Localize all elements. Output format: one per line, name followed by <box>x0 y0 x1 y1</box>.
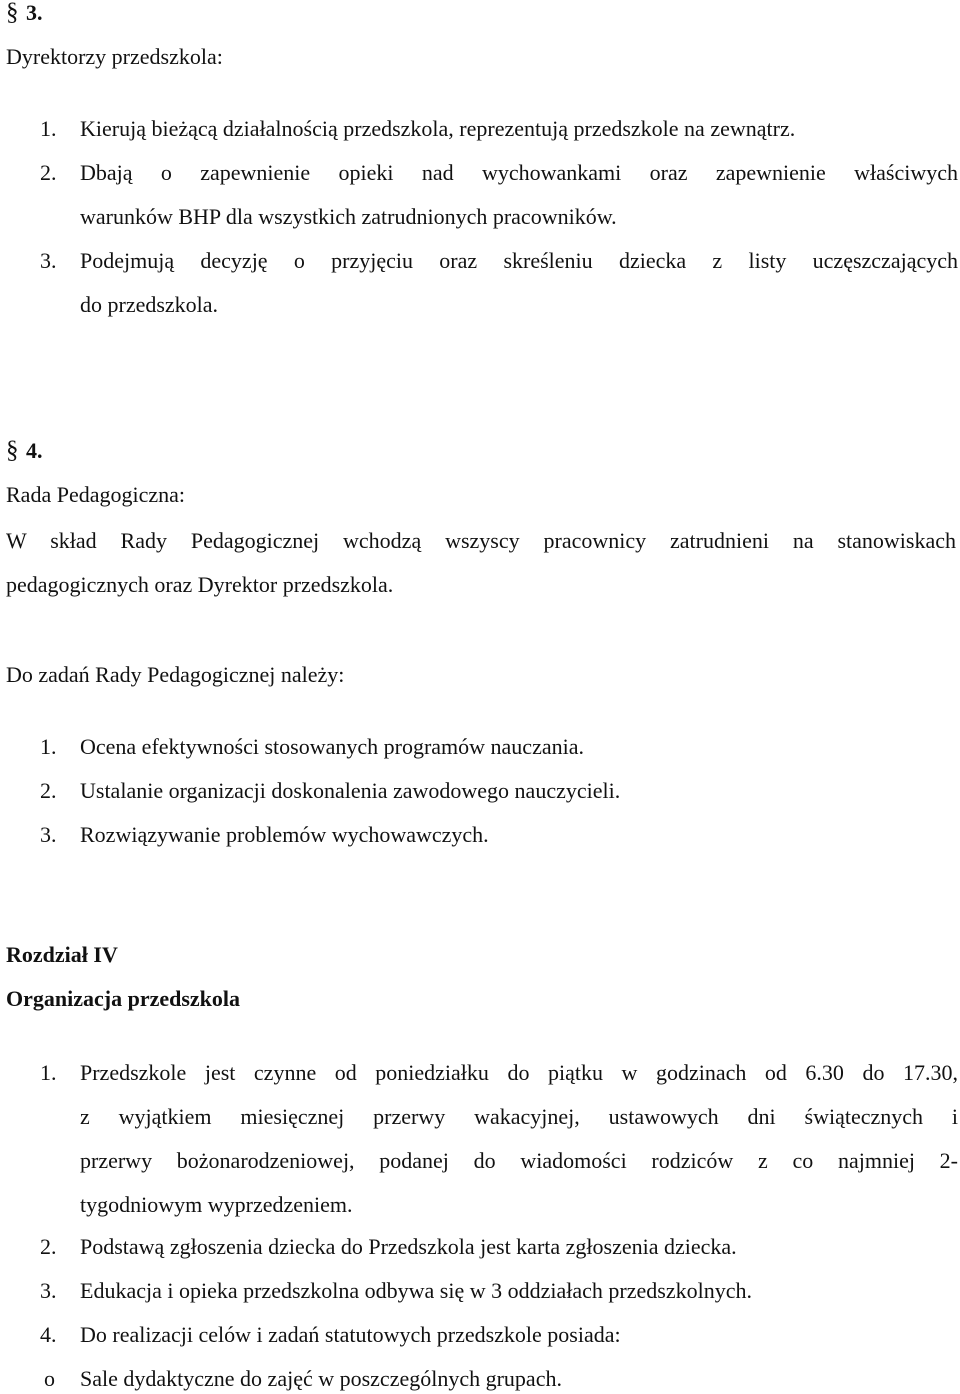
list-text: Do realizacji celów i zadań statutowych przedszkole posiada: <box>80 1322 621 1347</box>
list-text: Kierują bieżącą działalnością przedszkola, reprezentują przedszkole na zewnątrz. <box>80 116 796 141</box>
list-text-line: warunków BHP dla wszystkich zatrudnionych pracowników. <box>80 204 617 229</box>
list-text-line: Przedszkole jest czynne od poniedziałku do piątku w godzinach od 6.30 do 17.30, <box>80 1060 958 1085</box>
section-3-heading <box>6 0 956 28</box>
list-number: 4. <box>40 1322 57 1347</box>
list-text: Edukacja i opieka przedszkolna odbywa się w 3 oddziałach przedszkolnych. <box>80 1278 752 1303</box>
list-text: Ustalanie organizacji doskonalenia zawodowego nauczycieli. <box>80 778 621 803</box>
paragraph-line: pedagogicznych oraz Dyrektor przedszkola. <box>6 572 394 597</box>
list-number: 1. <box>40 116 57 141</box>
chapter-title: Rozdział IV <box>6 942 118 967</box>
sub-list-text: Sale dydaktyczne do zajęć w poszczególnych grupach. <box>80 1366 562 1391</box>
section-symbol: § <box>6 437 19 464</box>
list-text: Podstawą zgłoszenia dziecka do Przedszkola jest karta zgłoszenia dziecka. <box>80 1234 737 1259</box>
list-text: Ocena efektywności stosowanych programów nauczania. <box>80 734 584 759</box>
list-text-line: Dbają o zapewnienie opieki nad wychowankami oraz zapewnienie właściwych <box>80 160 958 185</box>
list-text-line: Podejmują decyzję o przyjęciu oraz skreśleniu dziecka z listy uczęszczających <box>80 248 958 273</box>
tasks-heading: Do zadań Rady Pedagogicznej należy: <box>6 662 345 687</box>
list-number: 2. <box>40 160 57 185</box>
list-number: 3. <box>40 248 57 273</box>
section-symbol: § <box>6 0 19 26</box>
list-text-line: do przedszkola. <box>80 292 219 317</box>
section-4-title: Rada Pedagogiczna: <box>6 482 185 507</box>
section-3-title: Dyrektorzy przedszkola: <box>6 44 223 69</box>
list-text: Rozwiązywanie problemów wychowawczych. <box>80 822 489 847</box>
paragraph-line: W skład Rady Pedagogicznej wchodzą wszyscy pracownicy zatrudnieni na stanowiskach <box>6 528 956 553</box>
section-number: 4. <box>26 438 43 463</box>
bullet-marker: o <box>44 1366 55 1391</box>
list-text-line: z wyjątkiem miesięcznej przerwy wakacyjnej, ustawowych dni świątecznych i <box>80 1104 958 1129</box>
list-number: 1. <box>40 734 57 759</box>
list-number: 2. <box>40 778 57 803</box>
list-number: 3. <box>40 822 57 847</box>
list-text-line: przerwy bożonarodzeniowej, podanej do wiadomości rodziców z co najmniej 2- <box>80 1148 958 1173</box>
list-number: 1. <box>40 1060 57 1085</box>
section-4-heading <box>6 436 956 466</box>
section-number: 3. <box>26 0 43 25</box>
chapter-subtitle: Organizacja przedszkola <box>6 986 241 1011</box>
list-number: 2. <box>40 1234 57 1259</box>
list-text-line: tygodniowym wyprzedzeniem. <box>80 1192 353 1217</box>
list-number: 3. <box>40 1278 57 1303</box>
